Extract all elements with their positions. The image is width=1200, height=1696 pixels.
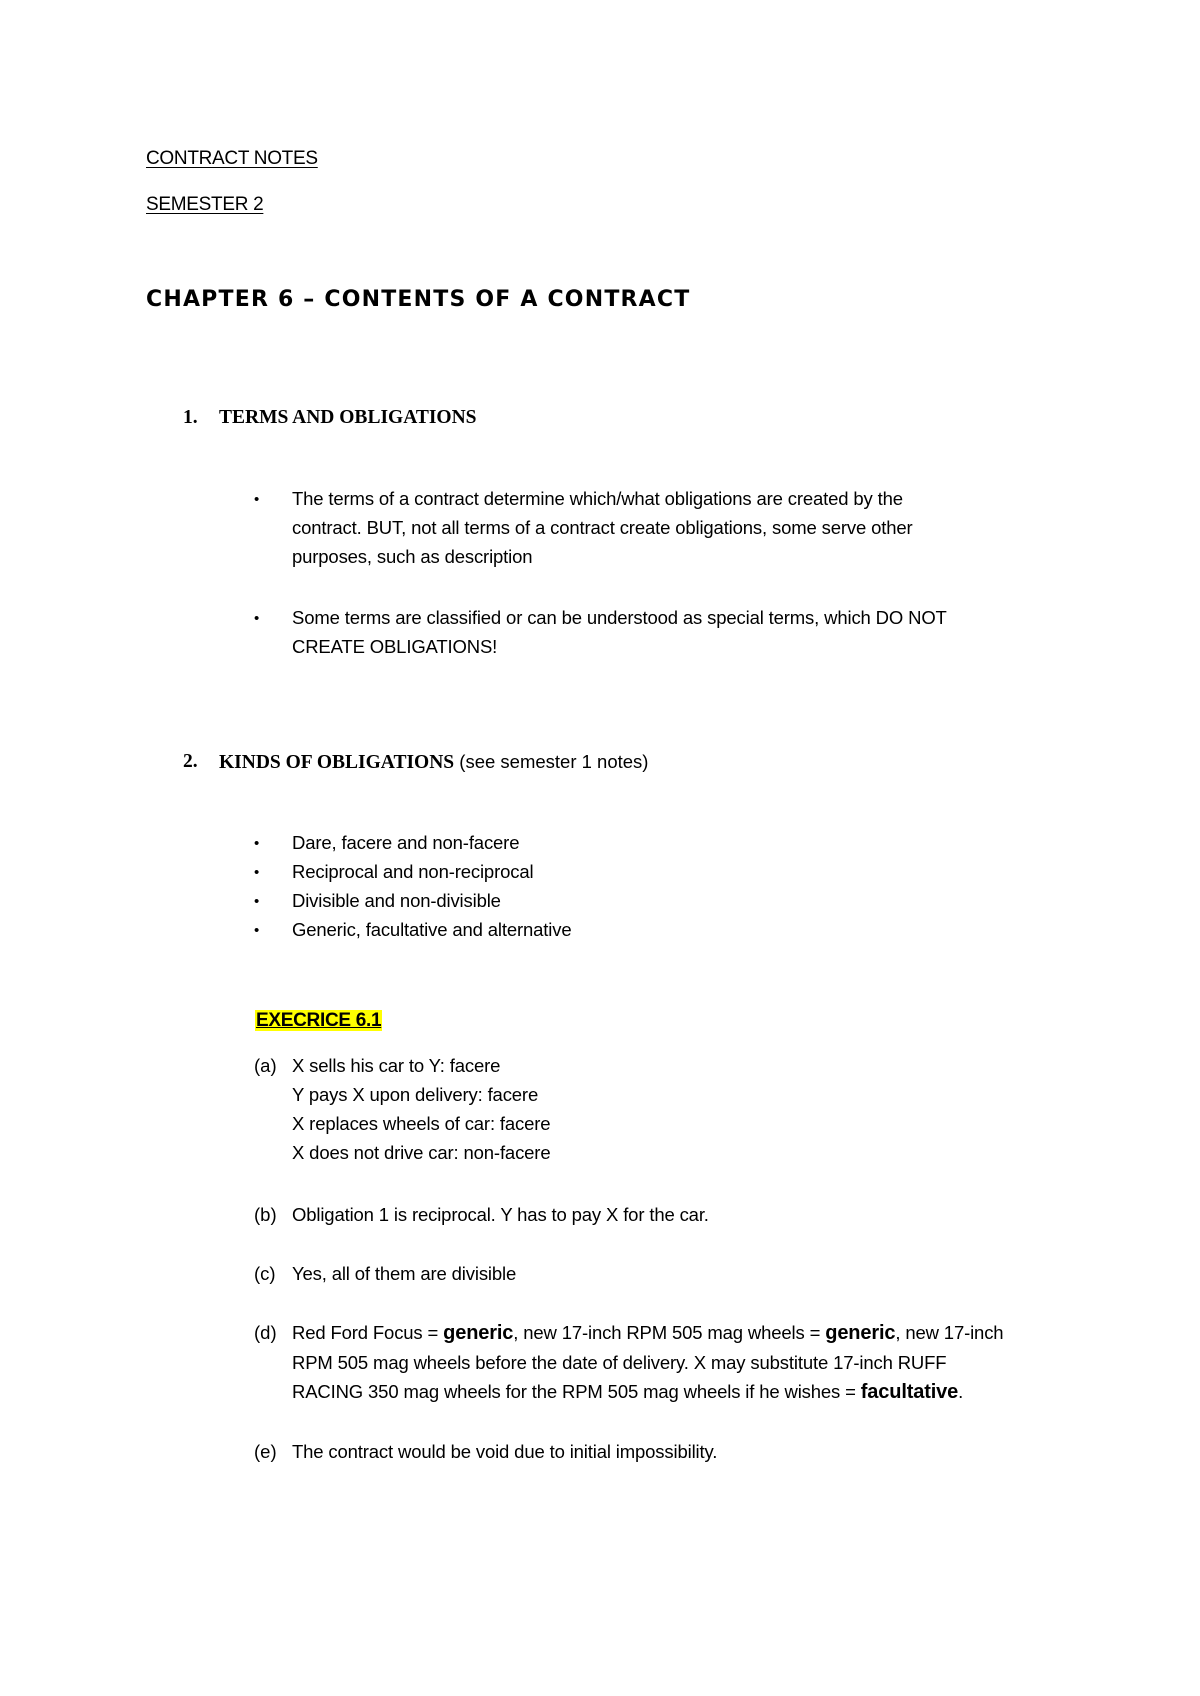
section-2-heading [219,751,648,774]
text-line: X replaces wheels of car: facere [292,1113,551,1134]
bullet-icon: • [254,864,260,881]
text-line [292,1318,1003,1348]
exercise-title: EXECRICE 6.1 [256,1010,382,1031]
item-e-label: (e) [254,1441,277,1462]
section-1-bullet-1 [292,484,913,571]
text-run: , new 17-inch RPM 505 mag wheels = [513,1322,826,1343]
text-run: . [958,1381,964,1402]
item-c-label: (c) [254,1263,276,1284]
chapter-title: CHAPTER 6 – CONTENTS OF A CONTRACT [146,287,691,312]
emphasis-generic: generic [443,1322,514,1344]
item-b-label: (b) [254,1204,277,1225]
item-d-text [292,1318,1003,1407]
section-2-bullet-list [292,828,571,944]
item-e-text: The contract would be void due to initial impossibility. [292,1441,718,1462]
section-2-title: KINDS OF OBLIGATIONS [219,752,455,773]
text-line: CREATE OBLIGATIONS! [292,636,498,657]
section-2-note: (see semester 1 notes) [454,751,649,772]
section-1-bullet-2 [292,603,947,661]
text-line: purposes, such as description [292,546,533,567]
bullet-icon: • [254,835,260,852]
text-line: RPM 505 mag wheels before the date of delivery. X may substitute 17-inch RUFF [292,1352,947,1373]
text-line: X sells his car to Y: facere [292,1055,501,1076]
item-a-text [292,1051,550,1167]
text-line: contract. BUT, not all terms of a contract create obligations, some serve other [292,517,913,538]
list-item: Divisible and non-divisible [292,890,501,911]
document-title: CONTRACT NOTES [146,148,318,169]
text-run: RACING 350 mag wheels for the RPM 505 mag wheels if he wishes = [292,1381,861,1402]
bullet-icon: • [254,922,260,939]
text-run: , new 17-inch [895,1322,1004,1343]
list-item: Reciprocal and non-reciprocal [292,861,534,882]
section-1-number: 1. [183,407,198,428]
emphasis-facultative: facultative [860,1381,959,1403]
bullet-icon: • [254,610,260,627]
text-line: X does not drive car: non-facere [292,1142,551,1163]
text-line [292,1377,1003,1407]
item-b-text: Obligation 1 is reciprocal. Y has to pay X for the car. [292,1204,709,1225]
emphasis-generic: generic [825,1322,896,1344]
list-item: Generic, facultative and alternative [292,919,572,940]
section-2-number: 2. [183,751,198,772]
text-run: Red Ford Focus = [292,1322,444,1343]
item-a-label: (a) [254,1055,277,1076]
section-1-title: TERMS AND OBLIGATIONS [219,407,477,428]
item-c-text: Yes, all of them are divisible [292,1263,517,1284]
bullet-icon: • [254,491,260,508]
list-item: Dare, facere and non-facere [292,832,520,853]
item-d-label: (d) [254,1322,277,1343]
text-line: The terms of a contract determine which/what obligations are created by the [292,488,903,509]
bullet-icon: • [254,893,260,910]
exercise-heading [255,1010,382,1032]
semester-label: SEMESTER 2 [146,194,264,215]
text-line: Some terms are classified or can be understood as special terms, which DO NOT [292,607,947,628]
text-line: Y pays X upon delivery: facere [292,1084,539,1105]
